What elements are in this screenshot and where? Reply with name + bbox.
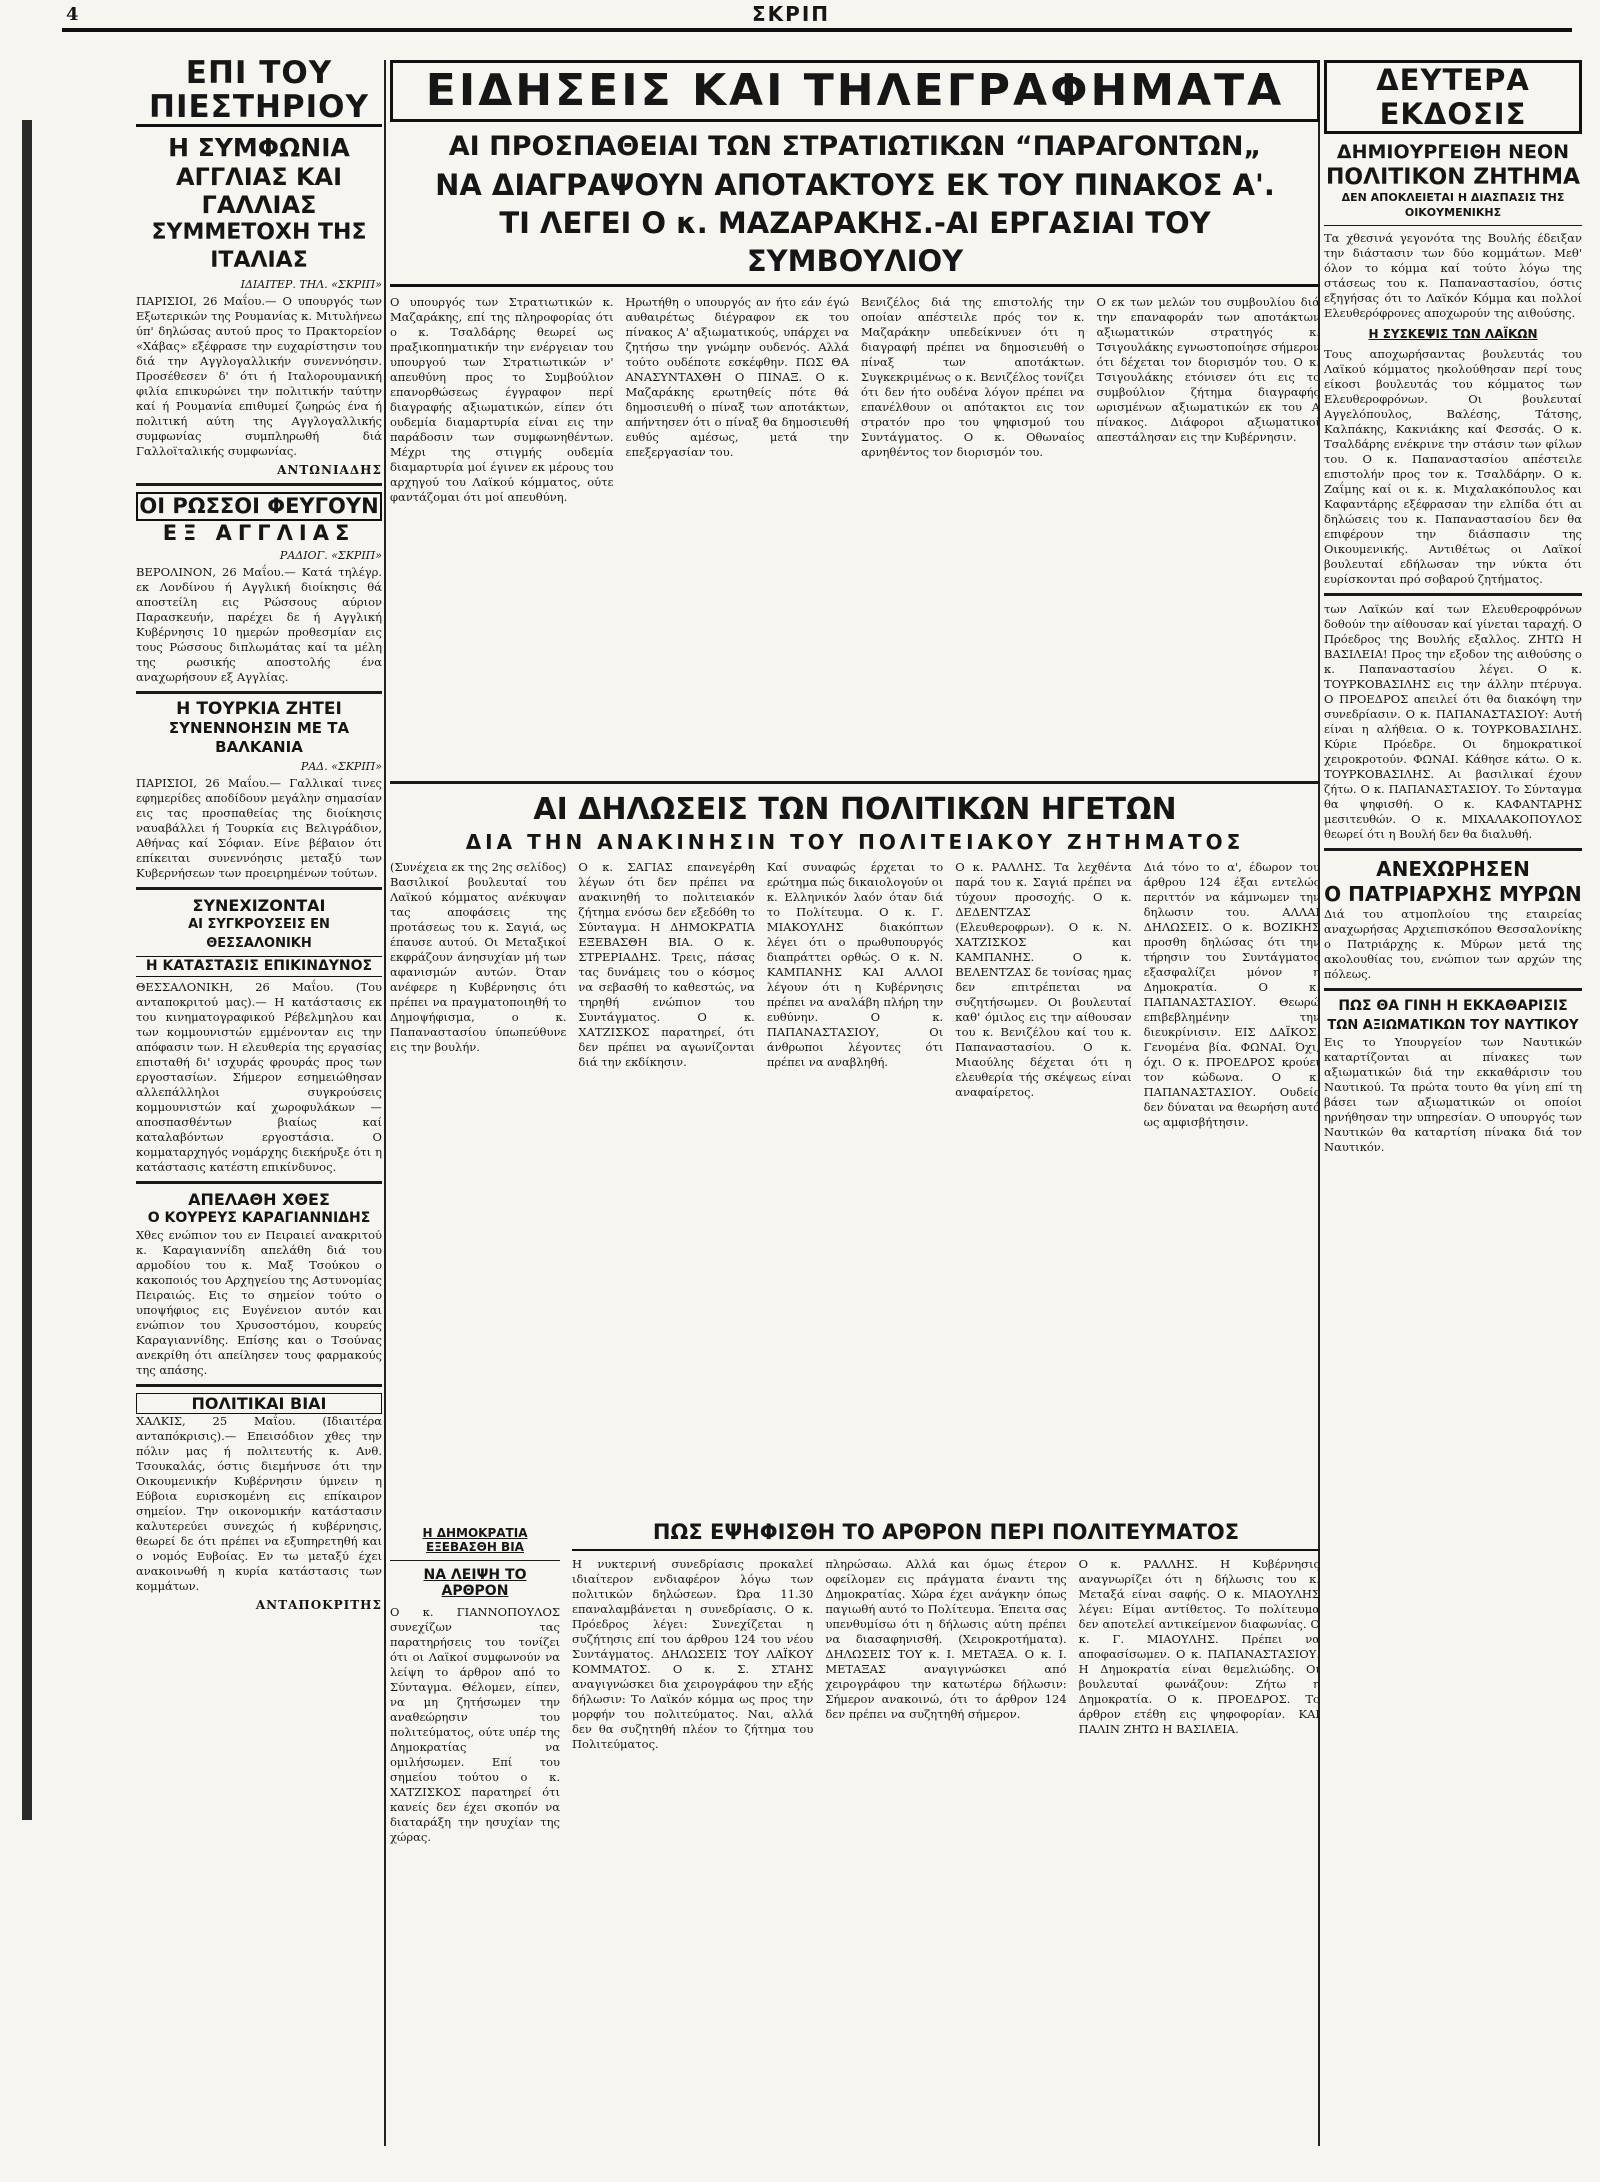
article-body: Εις το Υπουργείον των Ναυτικών καταρτίζονται αι πίνακες των αξιωματικών διά την εκκαθάρισιν του Ναυτικού. Τα πρώτα τουτο θα γίνη επί τη βάσει των αξιωματικών οι οποίοι ηρνήθησαν την υπηρεσίαν. Ο υπουργός των Ναυτικών θα καταρτίση πίνακα διά τον Ναυτικόν. — [1324, 1035, 1582, 1154]
article-body: Τους αποχωρήσαντας βουλευτάς του Λαϊκού κόμματος ηκολούθησαν περί τους είκοσι βουλευτάς του κόμματος των Ελευθεροφρόνων. Οι βουλευταί Αγγελόπουλος, Βαλέσης, Τάτσης, Καλπάκης, Κακνιάκης καί Φεσσάς. Ο κ. Τσαλδάρης ενέκρινε την στάσιν των φίλων του. Ο κ. Παπαναστασίου απέστειλε επιστολήν προς τον κ. Τσαλδάρην. Ο κ. Ζαΐμης καί οι κ. κ. Μιχαλακόπουλος και Καφαντάρης εξέφρασαν την ελπίδα ότι αι δηλώσεις του κ. Παπαναστασίου δεν θα επιφέρουν την διάσπασιν της Οικουμενικής. Αντιθέτως οι Λαϊκοί βουλευταί εδήλωσαν την νύκτα ότι ευρίσκονται πρό σοβαρού ζητήματος. — [1324, 347, 1582, 586]
article-column: πληρώσαω. Αλλά και όμως έτερον οφείλομεν εις πράγματα έναντι της Δημοκρατίας. Χώρα έχει ανάγκην όπως παγιωθή αυτό το Πολίτευμα. Έπειτα σας υπενθυμίσω ότι η δήλωσις αύτη πρέπει να διασαφηνισθή. (Χειροκροτήματα). ΔΗΛΩΣΕΙΣ ΤΟΥ κ. Ι. ΜΕΤΑΞΑ. Ο κ. Ι. ΜΕΤΑΞΑΣ αναγιγνώσκει από χειρογράφου την κατωτέρω δήλωσιν: Σήμερον ανακοινώ, ότι το άρθρον 124 δεν πρέπει να συζητηθή σήμερον. — [825, 1557, 1067, 1721]
divider — [390, 781, 1320, 784]
inner-headline: Η ΔΗΜΟΚΡΑΤΙΑ ΕΞΕΒΑΣΘΗ ΒΙΑ — [422, 1526, 528, 1554]
article-agreement — [136, 133, 382, 477]
article-headline: ΣΥΝΕΝΝΟΗΣΙΝ ΜΕ ΤΑ ΒΑΛΚΑΝΙΑ — [168, 719, 350, 756]
divider — [136, 1181, 382, 1184]
article-thessaloniki — [136, 896, 382, 1175]
news-banner: ΕΙΔΗΣΕΙΣ ΚΑΙ ΤΗΛΕΓΡΑΦΗΜΑΤΑ — [390, 60, 1320, 122]
article-headline: ΑΙ ΣΥΓΚΡΟΥΣΕΙΣ ΕΝ ΘΕΣΣΑΛΟΝΙΚΗ — [188, 917, 330, 951]
article-body: ΘΕΣΣΑΛΟΝΙΚΗ, 26 Μαΐου. (Του ανταποκριτού μας).— Η κατάστασις εκ του κινηματογραφικού Ρέβελμηλου και των κομμουνιστών εμμένονταν εις την απόφασιν των. Η ελευθερία της εργασίας επισταθή δι' ισχυράς φρουράς προς των εργοστασίων. Σήμερον εσημειώθησαν αλλεπάλληλοι συγκρούσεις κομμουνιστών καί χωροφυλάκων — αποσπασθέντων βιαίως καί καταλαβόντων εργοστάσια. Ο κομματαρχηγός νομάρχης διεκήρυξε ότι η κατάστασις κατέστη επικίνδυνος. — [136, 980, 382, 1174]
article-body: ΧΑΛΚΙΣ, 25 Μαΐου. (Ιδιαιτέρα ανταπόκρισις).— Επεισόδιον χθες την πόλιν μας ή πολιτευτής κ. Ανθ. Τσουκαλάς, όστις διεμήνυσε ότι την Οικουμενικήν Κυβέρνησιν ύμνειν η Εύβοια ευρισκομένη εις επίκαιρον σημείον. Την οικονομικήν κατάστασιν καλυτερεύει συνεχώς ή κυβέρνησις, θεωρεί δε ότι πρέπει να εξυπηρετηθή και ο νομός Ευβοίας. Εν τω μεταξύ έχει ανακοινωθή η κυρία κατάστασις των κομμάτων. — [136, 1414, 382, 1593]
lower-right-area — [572, 1520, 1320, 1997]
center-section — [390, 60, 1320, 2150]
article-headline: ΠΩΣ ΘΑ ΓΙΝΗ Η ΕΚΚΑΘΑΡΙΣΙΣ — [1338, 998, 1568, 1014]
article-column: (Συνέχεια εκ της 2ης σελίδος) Βασιλικοί βουλευταί του Λαϊκού κόμματος ανέκυψαν τας αποφάσεις της προτάσεως του κ. Σαγιά, ως έπαυσε αυτού. Οι Μεταξικοί εκφράζουν άνησυχίαν μή των αφανισμών αυτών. Όταν ανέφερε η Κυβέρνησις ότι πρέπει να πραγματοποιηθή το Δημοψήφισμα, ο κ. Παπαναστασίου ύπωπεύθυνε εις την βουλήν. — [390, 860, 567, 1054]
main-headline: ΝΑ ΔΙΑΓΡΑΨΟΥΝ ΑΠΟΤΑΚΤΟΥΣ ΕΚ ΤΟΥ ΠΙΝΑΚΟΣ Α'. — [435, 168, 1275, 202]
divider — [1324, 848, 1582, 851]
article-headline: ΑΝΕΧΩΡΗΣΕΝ — [1376, 857, 1530, 881]
right-column — [1324, 60, 1582, 2150]
article-body: Ο κ. ΓΙΑΝΝΟΠΟΥΛΟΣ συνεχίζων τας παρατηρήσεις του τονίζει ότι οι Λαϊκοί συμφωνούν να λείψη το άρθρον από το Σύνταγμα. Θέλομεν, είπεν, να μη ζητήσωμεν την αναθεώρησιν του πολιτεύματος, ούτε υπέρ της Δημοκρατίας να ομιλήσωμεν. Επί του σημείου τούτου ο κ. ΧΑΤΖΙΣΚΟΣ παρατηρεί ότι κανείς δεν έχει σκοπόν να διαταράξη την ησυχίαν της χώρας. — [390, 1605, 560, 1844]
article-headline: ΑΠΕΛΑΘΗ ΧΘΕΣ — [188, 1190, 330, 1209]
article-credit: ΡΑΔΙΟΓ. «ΣΚΡΙΠ» — [279, 549, 382, 562]
article-column: Η νυκτερινή συνεδρίασις προκαλεί ιδιαίτερον ενδιαφέρον λόγω των πολιτικών δηλώσεων. Ώρα 11.30 επαναλαμβάνεται η συνεδρίασις. Ο κ. Πρόεδρος λέγει: Συνεχίζεται η συζήτησις επί του άρθρου 124 του νέου Συντάγματος. ΔΗΛΩΣΕΙΣ ΤΟΥ ΛΑΪΚΟΥ ΚΟΜΜΑΤΟΣ. Ο κ. Σ. ΣΤΑΗΣ αναγιγνώσκει δια χειρογράφου την εξής δήλωσιν: Το Λαϊκόν κόμμα ως προς την μορφήν του πολιτεύματος. Ναι, αλλά δεν θα συζητηθή πλέον το ζήτημα του Πολιτεύματος. — [572, 1557, 814, 1751]
article-headline: ΤΩΝ ΑΞΙΩΜΑΤΙΚΩΝ ΤΟΥ ΝΑΥΤΙΚΟΥ — [1327, 1018, 1579, 1033]
article-column: Βενιζέλος διά της επιστολής την οποίαν απέστειλε πρός τον κ. Μαζαράκην υπεδείκνυεν ότι η διαγραφή πρέπει να δημοσιευθή ο πίναξ των αποτάκτων. Συγκεκριμένως ο κ. Βενιζέλος τονίζει ότι δεν ήτο ουδένα λόγον πρέπει να επανέλθουν οι απότακτοι εις τον στρατόν προ του ψηφισμού του Συντάγματος. Ο κ. Οθωναίος αρνηθέντος τον διορισμόν του. — [861, 295, 1085, 459]
article-body: Τα χθεσινά γεγονότα της Βουλής έδειξαν την διάστασιν των δύο κομμάτων. Μεθ' όλον το κόμμα καί τούτο λόγω της στάσεως του κ. Παπαναστασίου, όστις εξηγήσας ότι το Λαϊκόν Κόμμα και πολλοί Ελευθερόφρονες αποχωρούν της αιθούσης. — [1324, 231, 1582, 320]
article-headline: ΔΗΜΙΟΥΡΓΕΙΘΗ ΝΕΟΝ — [1336, 141, 1570, 163]
article-headline: ΣΥΜΜΕΤΟΧΗ ΤΗΣ ΙΤΑΛΙΑΣ — [151, 220, 367, 273]
divider — [136, 887, 382, 890]
article-body: Διά του ατμοπλοίου της εταιρείας αναχωρήσας Αρχιεπισκόπου Θεσσαλονίκης ο Πατριάρχης κ. Μύρων μετά της ακολουθίας του, ενώπιον των αρχών της πόλεως. — [1324, 907, 1582, 981]
article-column: Καί συναφώς έρχεται το ερώτημα πώς δικαιολογούν οι κ. Ελληνικόν λαόν όταν διά το Πολίτευμα. Ο κ. Γ. ΜΙΑΚΟΥΛΗΣ διακόπτων λέγει ότι ο πρωθυπουργός διαπράττει ορθώς. Ο κ. Ν. ΚΑΜΠΑΝΗΣ ΚΑΙ ΑΛΛΟΙ λέγουν ότι η Κυβέρνησις πρέπει να αναλάβη πλήρη την ευθύνην. Ο κ. ΠΑΠΑΝΑΣΤΑΣΙΟΥ, Οι άνθρωποι λέγοντες ότι πρέπει να αναβληθή. — [766, 860, 944, 1069]
divider — [136, 691, 382, 694]
right-section-title: ΔΕΥΤΕΡΑ ΕΚΔΟΣΙΣ — [1324, 60, 1582, 134]
column-divider-left — [384, 60, 386, 2146]
article-body: ΠΑΡΙΣΙΟΙ, 26 Μαΐου.— Ο υπουργός των Εξωτερικών της Ρουμανίας κ. Μιτυλήνεω ύπ' δηλώσας αυτού προς το Πρακτορείον «Χάβας» εξέφρασε την ευχαρίστησιν του διά την Αγγλογαλλικήν συνεννόησιν. Προσέθεσεν δ' ότι ή Ιταλορουμανική φιλία επικυρώνει την πολιτικήν ταύτην καί ή Ρουμανία επιθυμεί ζωηρώς ένα ή πολιτική αύτη της Αγγλογαλλικής συμφωνίας συμπληρωθή διά Γαλλοϊταλικής συμφωνίας. — [136, 294, 382, 458]
article-headline: Η ΚΑΤΑΣΤΑΣΙΣ ΕΠΙΚΙΝΔΥΝΟΣ — [136, 956, 382, 977]
section-title: ΑΙ ΔΗΛΩΣΕΙΣ ΤΩΝ ΠΟΛΙΤΙΚΩΝ ΗΓΕΤΩΝ — [533, 792, 1177, 827]
divider — [1324, 593, 1582, 596]
article-barber — [136, 1190, 382, 1378]
article-headline: ΑΓΓΛΙΑΣ ΚΑΙ ΓΑΛΛΙΑΣ — [175, 163, 343, 219]
article-political-violence — [136, 1393, 382, 1612]
inner-headline: Η ΣΥΣΚΕΨΙΣ ΤΩΝ ΛΑΪΚΩΝ — [1368, 327, 1538, 341]
page-number: 4 — [66, 4, 79, 25]
article-navy — [1324, 997, 1582, 1155]
inner-headline: ΝΑ ΛΕΙΨΗ ΤΟ ΑΡΘΡΟΝ — [423, 1567, 527, 1599]
vote-columns — [572, 1557, 1320, 1997]
divider — [1324, 225, 1582, 226]
article-headline: ΔΕΝ ΑΠΟΚΛΕΙΕΤΑΙ Η ΔΙΑΣΠΑΣΙΣ ΤΗΣ ΟΙΚΟΥΜΕΝΙΚΗΣ — [1341, 191, 1565, 219]
top-article-columns — [390, 295, 1320, 775]
article-column: Ο υπουργός των Στρατιωτικών κ. Μαζαράκης, επί της πληροφορίας ότι ο κ. Τσαλδάρης θεωρεί ως πραξικοπηματικήν την ενέργειαν του υπουργού των Στρατιωτικών ν' απευθύνη προς το Συμβούλιον επανορθώσεως έγγραφον περί διαγραφής αξιωματικών, είπεν ότι ουδεμία διαμαρτυρία είναι εις την παράδοσιν των συμφωνηθέντων. Μέχρι της στιγμής ουδεμία διαμαρτυρία μοί έγινεν εκ μέρους του αρχηγού του Λαϊκού κόμματος, ούτε φαντάζομαι ότι μοί απευθύνη. — [390, 295, 614, 504]
divider — [136, 483, 382, 486]
paper-name: ΣΚΡΙΠ — [752, 2, 830, 26]
article-column: Ηρωτήθη ο υπουργός αν ήτο εάν έγώ αυθαιρέτως διέγραφον εκ του πίνακος Α' αξιωματικούς, υπάρχει να ζητήσω την γνώμην ουδενός. Αλλά τούτο ουδέποτε εσκέφθην. ΠΩΣ ΘΑ ΑΝΑΣΥΝΤΑΧΘΗ Ο ΠΙΝΑΞ. Ο κ. Μαζαράκης ερωτηθείς πότε θά δημοσιευθή ο πίναξ των αποτάκτων, απήντησεν ότι ο πίναξ θα δημοσιευθή ευθύς αμέσως, μετά την επεξεργασίαν του. — [625, 295, 849, 459]
article-column: Ο κ. ΣΑΓΙΑΣ επανεγέρθη λέγων ότι δεν πρέπει να ανακινηθή το πολιτειακόν ζήτημα ενόσω δεν εξεδόθη το Σύνταγμα. Η ΔΗΜΟΚΡΑΤΙΑ ΕΞΕΒΑΣΘΗ ΒΙΑ. Ο κ. ΣΤΡΕΡΙΑΔΗΣ. Τρεις, πάσας τας δυνάμεις του ο κόσμος να σεβασθή το καθεστώς, να τηρηθή ενώπιον του Συντάγματος. Ο κ. ΧΑΤΖΙΣΚΟΣ παρατηρεί, ότι δεν πρέπει να αγωνίζονται διά την εκδίκησιν. — [578, 860, 755, 1069]
article-body: ΠΑΡΙΣΙΟΙ, 26 Μαΐου.— Γαλλικαί τινες εφημερίδες αποδίδουν μεγάλην σημασίαν εις τας προσπαθείας της διοίκησις ναυαβάλλει ή Τουρκία εις Βελιγράδιον, Αθήνας καί Σόφιαν. Είνε βέβαιον ότι επίκειται συνεννόησις μεταξύ των Κυβερνήσεων των προειρημένων τούτων. — [136, 776, 382, 880]
declarations-columns — [390, 860, 1320, 1520]
article-column: Ο εκ των μελών του συμβουλίου διά την επαναφοράν των αποτάκτων αξιωματικών στρατηγός κ. Τσιγουλάκης εγνωστοποίησε σήμερον ότι δέχεται τον διορισμόν του. Ο κ. Τσιγουλάκης ετόνισεν ότι εις το συμβούλιον ζήτημα διαγραφής ωρισμένων αξιωματικών εκ του Α πίνακος. Διάφοροι αξιωματικοί απεστάλησαν εις την Κυβέρνησιν. — [1096, 295, 1320, 444]
article-russians — [136, 492, 382, 685]
article-body: ΒΕΡΟΛΙΝΟΝ, 26 Μαΐου.— Κατά τηλέγρ. εκ Λονδίνου ή Αγγλική διοίκησις θά αποστείλη εις Ρώσσους αύριον Παρασκευήν, παρέχει δε ή Αγγλική Κυβέρνησις 10 ημερών προθεσμίαν εις τους Ρώσσους διπλωμάτας καί τα μέλη της ρωσικής αποστολής ένα αναχωρήσουν εξ Αγγλίας. — [136, 565, 382, 684]
article-headline: ΠΟΛΙΤΙΚΟΝ ΖΗΤΗΜΑ — [1325, 165, 1581, 190]
divider — [136, 1384, 382, 1387]
article-column: Διά τόνο το α', έδωρον του άρθρου 124 έξαι εντελώς περιττόν να κάμνωμεν την δηλωσιν του. ΑΛΛΑΙ ΔΗΛΩΣΕΙΣ. Ο κ. ΒΟΖΙΚΗΣ προσθη δηλώσας ότι την τήρησιν του Συντάγματος εξασφαλίζει μόνον η Δημοκρατία. Ο κ. ΠΑΠΑΝΑΣΤΑΣΙΟΥ. Θεωρώ επιβεβλημένην την διευκρίνισιν. ΕΙΣ ΔΑΪΚΟΣ. Γενομένα βία. ΦΩΝΑΙ. Όχι, όχι. Ο κ. ΠΡΟΕΔΡΟΣ κρούει τον κώδωνα. Ο κ. ΠΑΠΑΝΑΣΤΑΣΙΟΥ. Ουδείς δεν δύναται να θεωρήση αυτό ως αμφισβήτησιν. — [1143, 860, 1320, 1129]
article-body: Χθες ενώπιον του εν Πειραιεί ανακριτού κ. Καραγιαννίδη απελάθη διά του αρμοδίου του κ. Μαξ Τσούκου ο κακοποιός του Αρχηγείου της Αστυνομίας Πειραιώς. Εις το σημείον τούτο ο υποψήφιος εις Ευγένειον αυτόν και ενώπιον του Χρυσοστόμου, κουρεύς Καραγιαννίδης. Επίσης και ο Τσούνας ανεκρίθη ότι απείλησεν τους φαρμακούς της απάσης. — [136, 1228, 382, 1377]
article-body: των Λαϊκών καί των Ελευθεροφρόνων δοθούν την αίθουσαν καί γίνεται ταραχή. Ο Πρόεδρος της Βουλής εξαλλος. ΖΗΤΩ Η ΒΑΣΙΛΕΙΑ! Προς την εξοδον της αιθούσης ο κ. Παπαναστασίου λέγει. Ο κ. ΤΟΥΡΚΟΒΑΣΙΛΗΣ εις την άλλην πτέρυγα. Ο ΠΡΟΕΔΡΟΣ απειλεί ότι θα διακόψη την συνεδρίασιν. Ο κ. ΠΑΠΑΝΑΣΤΑΣΙΟΥ: Αυτή είναι η αλήθεια. Ο κ. ΤΟΥΡΚΟΒΑΣΙΛΗΣ. Κύριε Πρόεδρε. Οι δημοκρατικοί χειροκροτούν. ΦΩΝΑΙ. Κάθησε κάτω. Ο κ. ΤΟΥΡΚΟΒΑΣΙΛΗΣ. Αι βασιλικαί έχουν ζήτω. Ο κ. ΠΑΠΑΝΑΣΤΑΣΙΟΥ. Το Σύνταγμα θα ψηφισθή. Ο κ. ΚΑΦΑΝΤΑΡΗΣ μεσιτευθών. Ο κ. ΜΙΧΑΛΑΚΟΠΟΥΛΟΣ θεωρεί ότι η Βουλή δεν θα διαλυθή. — [1324, 602, 1582, 841]
left-column — [136, 56, 382, 2146]
article-headline: Ο ΠΑΤΡΙΑΡΧΗΣ ΜΥΡΩΝ — [1324, 882, 1582, 906]
main-headline: ΑΙ ΠΡΟΣΠΑΘΕΙΑΙ ΤΩΝ ΣΤΡΑΤΙΩΤΙΚΩΝ “ΠΑΡΑΓΟΝΤΩΝ„ — [448, 131, 1262, 162]
article-headline: Η ΣΥΜΦΩΝΙΑ — [168, 133, 350, 162]
section-title: ΠΩΣ ΕΨΗΦΙΣΘΗ ΤΟ ΑΡΘΡΟΝ ΠΕΡΙ ΠΟΛΙΤΕΥΜΑΤΟΣ — [572, 1520, 1320, 1551]
article-column: Ο κ. ΡΑΛΛΗΣ. Τα λεχθέντα παρά του κ. Σαγιά πρέπει να τύχουν προσοχής. Ο κ. ΔΕΔΕΝΤΖΑΣ (Ελευθεροφρων). Ο κ. Ν. ΧΑΤΖΙΣΚΟΣ και ΚΑΜΠΑΝΗΣ. Ο κ. ΒΕΛΕΝΤΖΑΣ δε τονίσας ημας δεν επιτρέπεται να συζητήσωμεν. Οι βουλευταί καθ' όμιλος εις την αίθουσαν του κ. Βενιζέλου καί του κ. Παπαναστασίου. Ο κ. Μιαούλης δέχεται ότι η ελευθερία τής σκέψεως είναι αναφαίρετος. — [955, 860, 1132, 1099]
article-signature: ΑΝΤΑΠΟΚΡΙΤΗΣ — [255, 1598, 382, 1612]
article-turkey — [136, 700, 382, 881]
article-headline: ΠΟΛΙΤΙΚΑΙ ΒΙΑΙ — [136, 1393, 382, 1414]
article-headline: ΟΙ ΡΩΣΣΟΙ ΦΕΥΓΟΥΝ — [136, 492, 382, 521]
article-credit: ΡΑΔ. «ΣΚΡΙΠ» — [300, 760, 382, 773]
article-patriarch — [1324, 857, 1582, 982]
page-edge-shadow — [22, 120, 32, 1820]
divider — [390, 1560, 560, 1561]
article-headline: ΕΞ ΑΓΓΛΙΑΣ — [162, 521, 356, 545]
left-section-title: ΕΠΙ ΤΟΥ ΠΙΕΣΤΗΡΙΟΥ — [136, 56, 382, 127]
article-column: Ο κ. ΡΑΛΛΗΣ. Η Κυβέρνησις αναγνωρίζει ότι η δήλωσις του κ. Μεταξά είναι σαφής. Ο κ. ΜΙΑΟΥΛΗΣ λέγει: Είμαι αντίθετος. Το πολίτευμα δεν αποτελεί αντικείμενον διαφωνίας. Ο κ. Γ. ΜΙΑΟΥΛΗΣ. Πρέπει να αποφασίσωμεν. Ο κ. ΠΑΠΑΝΑΣΤΑΣΙΟΥ. Η Δημοκρατία είναι θεμελιώδης. Οι βουλευταί φωνάζουν: Ζήτω η Δημοκρατία. Ο κ. ΠΡΟΕΔΡΟΣ. Το άρθρον ετέθη εις ψηφοφορίαν. ΚΑΙ ΠΑΛΙΝ ΖΗΤΩ Η ΒΑΣΙΛΕΙΑ. — [1078, 1557, 1320, 1736]
article-headline: ΣΥΝΕΧΙΖΟΝΤΑΙ — [192, 896, 326, 915]
lower-left-column — [390, 1520, 560, 1997]
newspaper-page — [22, 0, 1588, 2182]
section-subtitle: ΔΙΑ ΤΗΝ ΑΝΑΚΙΝΗΣΙΝ ΤΟΥ ΠΟΛΙΤΕΙΑΚΟΥ ΖΗΤΗΜΑΤΟΣ — [465, 830, 1245, 854]
lower-area — [390, 1520, 1320, 1997]
article-signature: ΑΝΤΩΝΙΑΔΗΣ — [277, 463, 382, 477]
main-headline: ΤΙ ΛΕΓΕΙ Ο κ. ΜΑΖΑΡΑΚΗΣ.-ΑΙ ΕΡΓΑΣΙΑΙ ΤΟΥ ΣΥΜΒΟΥΛΙΟΥ — [390, 204, 1320, 287]
masthead-rule — [62, 28, 1572, 32]
article-headline: Ο ΚΟΥΡΕΥΣ ΚΑΡΑΓΙΑΝΝΙΔΗΣ — [147, 1210, 371, 1226]
article-headline: Η ΤΟΥΡΚΙΑ ΖΗΤΕΙ — [176, 699, 342, 719]
divider — [1324, 988, 1582, 991]
article-credit: ΙΔΙΑΙΤΕΡ. ΤΗΛ. «ΣΚΡΙΠ» — [240, 278, 382, 291]
article-new-issue — [1324, 140, 1582, 587]
